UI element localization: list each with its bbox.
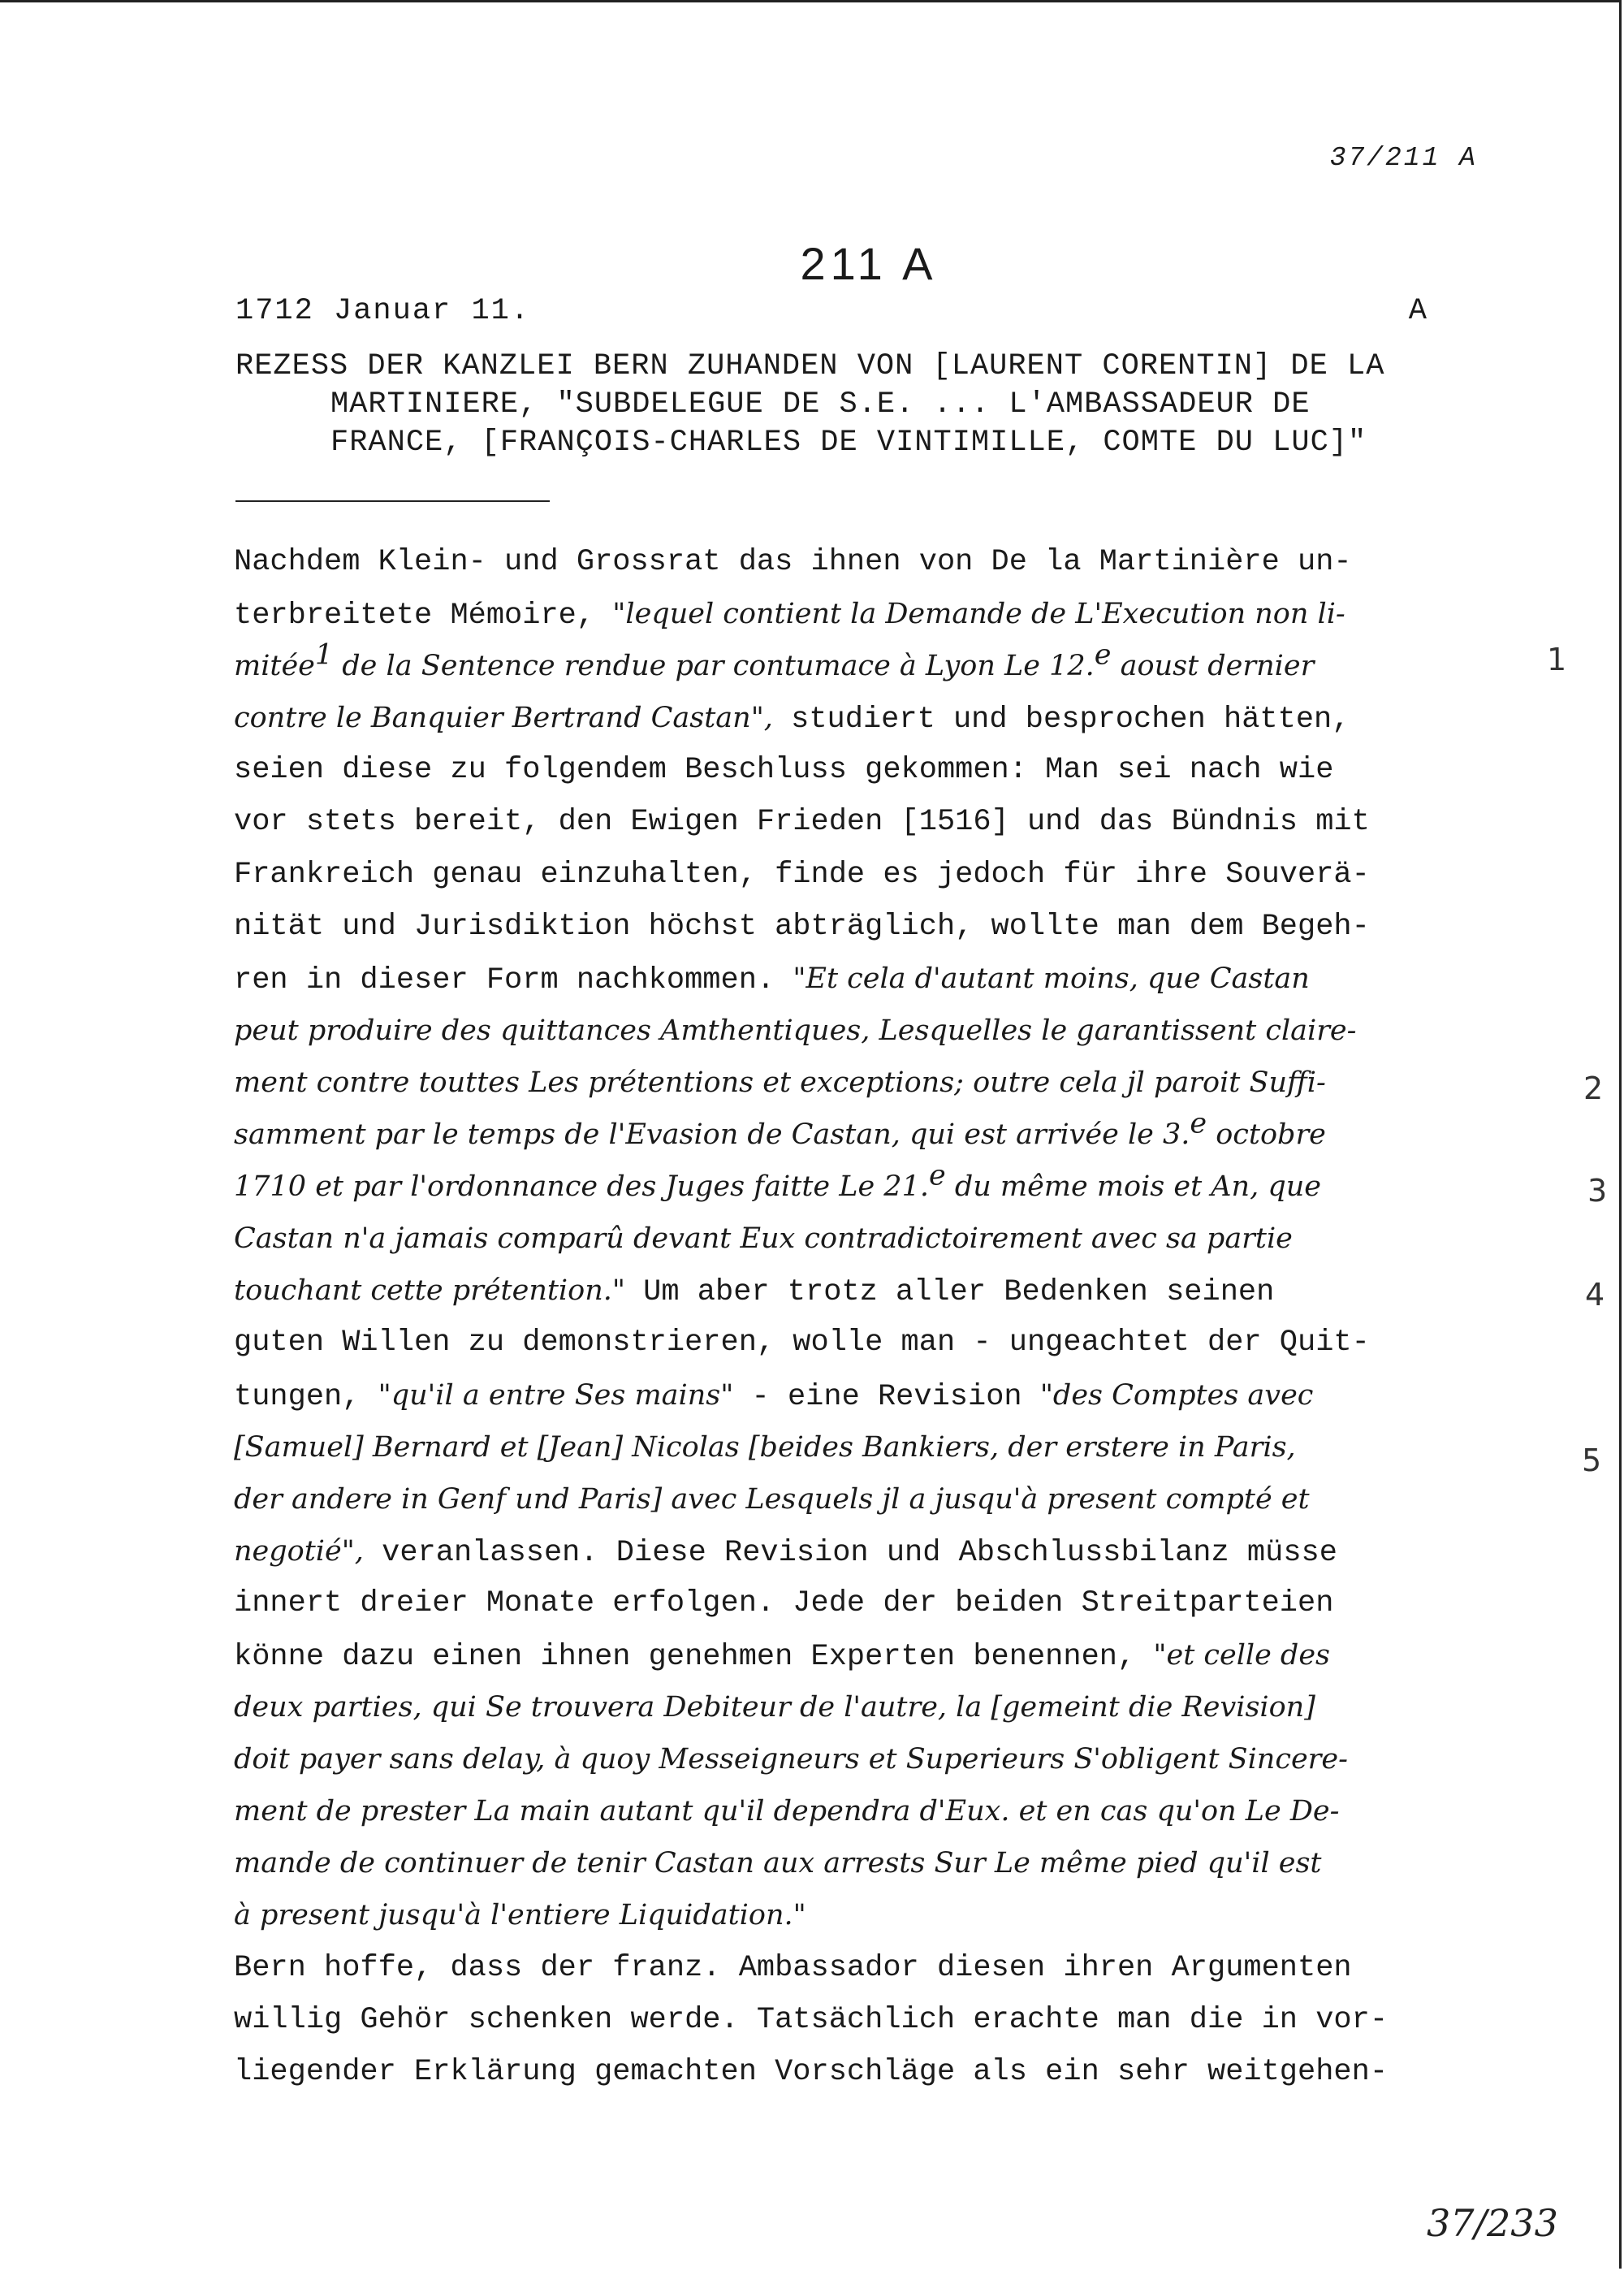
margin-note-4: 4 (1585, 1277, 1605, 1313)
text-line: ren in dieser Form nachkommen. "Et cela d'autant moins, que Castan (234, 962, 1310, 997)
text-line: deux parties, qui Se trouvera Debiteur de l'autre, la [gemeint die Revision] (234, 1691, 1315, 1724)
heading-line: FRANCE, [FRANÇOIS-CHARLES DE VINTIMILLE, COMTE DU LUC]" (330, 426, 1367, 460)
text-line: Nachdem Klein- und Grossrat das ihnen von De la Martinière un- (234, 545, 1352, 579)
text-line: tungen, "qu'il a entre Ses mains" - eine Revision "des Comptes avec (234, 1378, 1314, 1414)
text-line: mitée$^1$ de la Sentence rendue par contumace à Lyon Le 12.$^e$ aoust dernier (234, 638, 1315, 683)
separator-rule (235, 500, 550, 502)
text-line: à present jusqu'à l'entiere Liquidation." (234, 1899, 806, 1932)
page-number: 37/233 (1427, 2201, 1558, 2245)
text-line: willig Gehör schenken werde. Tatsächlich erachte man die in vor- (234, 2002, 1389, 2037)
text-line: Frankreich genau einzuhalten, finde es jedoch für ihre Souverä- (234, 857, 1370, 892)
footnote-ref: 1 (314, 638, 334, 672)
text-line: terbreitete Mémoire, "lequel contient la Demande de L'Execution non li- (234, 598, 1345, 634)
text-line: Castan n'a jamais comparû devant Eux contradictoirement avec sa partie (234, 1222, 1293, 1256)
text-line: ment de prester La main autant qu'il dependra d'Eux. et en cas qu'on Le De- (234, 1795, 1340, 1828)
text-line: der andere in Genf und Paris] avec Lesquels jl a jusqu'à present compté et (234, 1482, 1310, 1516)
heading-line: REZESS DER KANZLEI BERN ZUHANDEN VON [LAURENT CORENTIN] DE LA (235, 349, 1385, 383)
text-line: samment par le temps de l'Evasion de Castan, qui est arrivée le 3.$^e$ octobre (234, 1107, 1326, 1152)
text-line: [Samuel] Bernard et [Jean] Nicolas [beides Bankiers, der erstere in Paris, (234, 1430, 1296, 1464)
text-line: 1710 et par l'ordonnance des Juges faitte Le 21.$^e$ du même mois et An, que (234, 1159, 1321, 1204)
text-line: könne dazu einen ihnen genehmen Experten benennen, "et celle des (234, 1638, 1331, 1674)
document-letter: A (1408, 294, 1427, 328)
text-line: nität und Jurisdiktion höchst abträglich, wollte man dem Begeh- (234, 909, 1370, 944)
document-number: 211 A (800, 238, 938, 289)
margin-note-1: 1 (1547, 642, 1567, 677)
text-line: innert dreier Monate erfolgen. Jede der beiden Streitparteien (234, 1585, 1334, 1620)
text-line: guten Willen zu demonstrieren, wolle man - ungeachtet der Quit- (234, 1326, 1370, 1360)
text-line: doit payer sans delay, à quoy Messeigneurs et Superieurs S'obligent Sincere- (234, 1743, 1348, 1776)
document-heading (235, 348, 1462, 462)
margin-note-2: 2 (1583, 1071, 1604, 1106)
document-date: 1712 Januar 11. (235, 294, 531, 328)
body-text (234, 536, 1484, 2098)
archive-reference: 37/211 A (1329, 143, 1478, 173)
heading-line: MARTINIERE, "SUBDELEGUE DE S.E. ... L'AMBASSADEUR DE (330, 387, 1311, 422)
text-line: liegender Erklärung gemachten Vorschläge als ein sehr weitgehen- (234, 2054, 1389, 2089)
text-line: seien diese zu folgendem Beschluss gekommen: Man sei nach wie (234, 753, 1334, 788)
text-line: mande de continuer de tenir Castan aux arrests Sur Le même pied qu'il est (234, 1847, 1322, 1880)
text-line: ment contre touttes Les prétentions et exceptions; outre cela jl paroit Suffi- (234, 1066, 1326, 1099)
text-line: vor stets bereit, den Ewigen Frieden [1516] und das Bündnis mit (234, 805, 1370, 840)
text-line: negotié", veranlassen. Diese Revision und Abschlussbilanz müsse (234, 1534, 1337, 1570)
text-line: Bern hoffe, dass der franz. Ambassador diesen ihren Argumenten (234, 1950, 1352, 1985)
margin-note-5: 5 (1582, 1443, 1602, 1478)
text-line: contre le Banquier Bertrand Castan", studiert und besprochen hätten, (234, 702, 1350, 738)
margin-note-3: 3 (1587, 1173, 1608, 1209)
text-line: peut produire des quittances Amthentiques, Lesquelles le garantissent claire- (234, 1014, 1357, 1047)
text-line: touchant cette prétention." Um aber trotz aller Bedenken seinen (234, 1274, 1275, 1310)
